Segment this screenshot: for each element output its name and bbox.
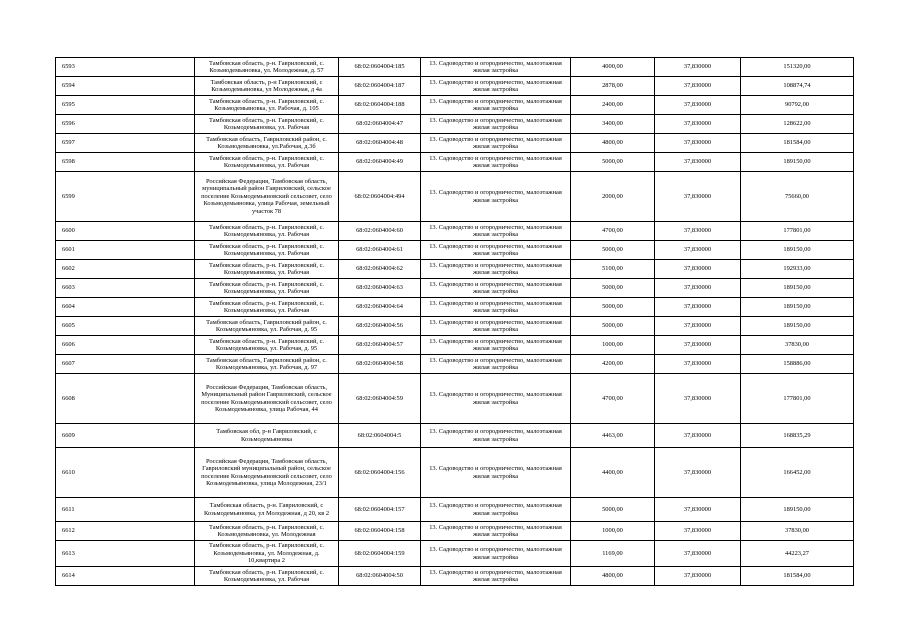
address-cell: Тамбовская область, р-н. Гавриловский, с. Козьмодемьяновка, ул. Рабочая, д. 95 xyxy=(195,336,339,355)
table-row xyxy=(56,567,854,586)
table-row xyxy=(56,374,854,424)
table-row xyxy=(56,498,854,522)
cadastral-value-cell: 189150,00 xyxy=(741,498,854,522)
row-number-cell: 6612 xyxy=(56,522,195,541)
cadastral-number-cell: 68:02:0604004:158 xyxy=(339,522,421,541)
rate-cell: 37,830000 xyxy=(655,567,741,586)
cadastral-value-cell: 181584,00 xyxy=(741,567,854,586)
address-cell: Тамбовская область, р-н. Гавриловский, с. Козьмодемьяновка, ул. Рабочая xyxy=(195,241,339,260)
rate-cell: 37,830000 xyxy=(655,58,741,77)
cadastral-value-cell: 37830,00 xyxy=(741,336,854,355)
address-cell: Тамбовская область, Гавриловский район, с. Козьмодемьяновка, ул.Рабочая, д.3б xyxy=(195,134,339,153)
cadastral-number-cell: 68:02:0604004:187 xyxy=(339,77,421,96)
rate-cell: 37,830000 xyxy=(655,134,741,153)
land-use-cell: 13. Садоводство и огородничество, малоэтажная жилая застройка xyxy=(421,172,571,222)
rate-cell: 37,830000 xyxy=(655,115,741,134)
cadastral-value-cell: 151320,00 xyxy=(741,58,854,77)
rate-cell: 37,830000 xyxy=(655,374,741,424)
land-use-cell: 13. Садоводство и огородничество, малоэтажная жилая застройка xyxy=(421,260,571,279)
address-cell: Тамбовская область, р-н. Гавриловский, с. Козьмодемьяновка, ул. Рабочая xyxy=(195,298,339,317)
land-use-cell: 13. Садоводство и огородничество, малоэтажная жилая застройка xyxy=(421,355,571,374)
cadastral-value-cell: 158886,00 xyxy=(741,355,854,374)
row-number-cell: 6611 xyxy=(56,498,195,522)
table-row xyxy=(56,298,854,317)
land-use-cell: 13. Садоводство и огородничество, малоэтажная жилая застройка xyxy=(421,298,571,317)
table-row xyxy=(56,134,854,153)
address-cell: Тамбовская область, р-н. Гавриловский, с Козьмодемьяновка, ул Молодежная, д 20, кв 2 xyxy=(195,498,339,522)
address-cell: Тамбовская область, р-н. Гавриловский, с. Козьмодемьяновка, ул. Рабочая xyxy=(195,153,339,172)
rate-cell: 37,830000 xyxy=(655,317,741,336)
cadastral-value-cell: 189150,00 xyxy=(741,241,854,260)
land-use-cell: 13. Садоводство и огородничество, малоэтажная жилая застройка xyxy=(421,58,571,77)
row-number-cell: 6608 xyxy=(56,374,195,424)
cadastral-number-cell: 68:02:0604004:57 xyxy=(339,336,421,355)
address-cell: Тамбовская область, р-н. Гавриловский, с. Козьмодемьяновка, ул. Рабочая xyxy=(195,222,339,241)
table-row xyxy=(56,260,854,279)
land-use-cell: 13. Садоводство и огородничество, малоэтажная жилая застройка xyxy=(421,115,571,134)
rate-cell: 37,830000 xyxy=(655,424,741,448)
area-cell: 1000,00 xyxy=(571,336,655,355)
land-use-cell: 13. Садоводство и огородничество, малоэтажная жилая застройка xyxy=(421,77,571,96)
cadastral-number-cell: 68:02:0604004:5 xyxy=(339,424,421,448)
address-cell: Российская Федерация, Тамбовская область, Гавриловский муниципальный район, сельское поселение Козьмодемьяновский сельсовет, село Козьмодемьяновка, улица Молодежная, 23/1 xyxy=(195,448,339,498)
address-cell: Тамбовская обл, р-н Гавриловский, с Козьмодемьяновка xyxy=(195,424,339,448)
land-use-cell: 13. Садоводство и огородничество, малоэтажная жилая застройка xyxy=(421,222,571,241)
address-cell: Тамбовская область, р-н. Гавриловский, с. Козьмодемьяновка, ул. Рабочая xyxy=(195,279,339,298)
table-row xyxy=(56,77,854,96)
area-cell: 1169,00 xyxy=(571,541,655,567)
land-use-cell: 13. Садоводство и огородничество, малоэтажная жилая застройка xyxy=(421,541,571,567)
area-cell: 2000,00 xyxy=(571,172,655,222)
area-cell: 4400,00 xyxy=(571,448,655,498)
cadastral-number-cell: 68:02:0604004:60 xyxy=(339,222,421,241)
rate-cell: 37,830000 xyxy=(655,448,741,498)
cadastral-value-cell: 108874,74 xyxy=(741,77,854,96)
cadastral-number-cell: 68:02:0604004:58 xyxy=(339,355,421,374)
land-use-cell: 13. Садоводство и огородничество, малоэтажная жилая застройка xyxy=(421,522,571,541)
address-cell: Тамбовская область, р-н. Гавриловский, с. Козьмодемьяновка, ул. Молодежная, д. 10,квартира 2 xyxy=(195,541,339,567)
cadastral-value-cell: 181584,00 xyxy=(741,134,854,153)
cadastral-value-cell: 189150,00 xyxy=(741,317,854,336)
rate-cell: 37,830000 xyxy=(655,336,741,355)
rate-cell: 37,830000 xyxy=(655,96,741,115)
land-use-cell: 13. Садоводство и огородничество, малоэтажная жилая застройка xyxy=(421,424,571,448)
row-number-cell: 6598 xyxy=(56,153,195,172)
cadastral-value-cell: 177801,00 xyxy=(741,222,854,241)
row-number-cell: 6614 xyxy=(56,567,195,586)
area-cell: 4700,00 xyxy=(571,374,655,424)
rate-cell: 37,830000 xyxy=(655,355,741,374)
rate-cell: 37,830000 xyxy=(655,498,741,522)
table-row xyxy=(56,241,854,260)
rate-cell: 37,830000 xyxy=(655,541,741,567)
area-cell: 5000,00 xyxy=(571,241,655,260)
row-number-cell: 6600 xyxy=(56,222,195,241)
address-cell: Тамбовская область, р-н. Гавриловский, с. Козьмодемьяновка, ул. Молодежная, д. 57 xyxy=(195,58,339,77)
row-number-cell: 6606 xyxy=(56,336,195,355)
row-number-cell: 6607 xyxy=(56,355,195,374)
rate-cell: 37,830000 xyxy=(655,279,741,298)
table-row xyxy=(56,355,854,374)
land-use-cell: 13. Садоводство и огородничество, малоэтажная жилая застройка xyxy=(421,241,571,260)
area-cell: 5000,00 xyxy=(571,298,655,317)
cadastral-number-cell: 68:02:0604004:64 xyxy=(339,298,421,317)
area-cell: 2878,00 xyxy=(571,77,655,96)
rate-cell: 37,830000 xyxy=(655,77,741,96)
table-row xyxy=(56,522,854,541)
rate-cell: 37,830000 xyxy=(655,241,741,260)
cadastral-number-cell: 68:02:0604004:56 xyxy=(339,317,421,336)
address-cell: Тамбовская область, р-н. Гавриловский, с. Козьмодемьяновка, ул. Молодежная xyxy=(195,522,339,541)
row-number-cell: 6610 xyxy=(56,448,195,498)
address-cell: Тамбовская область, р-н. Гавриловский, с. Козьмодемьяновка, ул. Рабочая xyxy=(195,567,339,586)
land-cadastral-table xyxy=(55,57,854,586)
table-body xyxy=(56,58,854,586)
cadastral-number-cell: 68:02:0604004:157 xyxy=(339,498,421,522)
table-row xyxy=(56,96,854,115)
area-cell: 5100,00 xyxy=(571,260,655,279)
address-cell: Российская Федерация, Тамбовская область, муниципальный район Гавриловский, сельское поселение Козьмодемьяновский сельсовет, село Козьмодемьяновка, улица Рабочая, земельный участок 78 xyxy=(195,172,339,222)
address-cell: Тамбовская область, р-н. Гавриловский, с. Козьмодемьяновка, ул. Рабочая xyxy=(195,260,339,279)
row-number-cell: 6605 xyxy=(56,317,195,336)
land-use-cell: 13. Садоводство и огородничество, малоэтажная жилая застройка xyxy=(421,498,571,522)
cadastral-number-cell: 68:02:0604004:156 xyxy=(339,448,421,498)
area-cell: 5000,00 xyxy=(571,153,655,172)
cadastral-value-cell: 128622,00 xyxy=(741,115,854,134)
table-row xyxy=(56,424,854,448)
row-number-cell: 6599 xyxy=(56,172,195,222)
address-cell: Тамбовская область, р-н Гавриловский, с Козьмодемьяновка, ул Молодежная, д 4а xyxy=(195,77,339,96)
row-number-cell: 6595 xyxy=(56,96,195,115)
table-row xyxy=(56,222,854,241)
cadastral-number-cell: 68:02:0604004:188 xyxy=(339,96,421,115)
area-cell: 2400,00 xyxy=(571,96,655,115)
table-row xyxy=(56,279,854,298)
cadastral-number-cell: 68:02:0604004:159 xyxy=(339,541,421,567)
area-cell: 5000,00 xyxy=(571,317,655,336)
land-use-cell: 13. Садоводство и огородничество, малоэтажная жилая застройка xyxy=(421,317,571,336)
cadastral-number-cell: 68:02:0604004:47 xyxy=(339,115,421,134)
cadastral-number-cell: 68:02:0604004:61 xyxy=(339,241,421,260)
row-number-cell: 6609 xyxy=(56,424,195,448)
table-row xyxy=(56,317,854,336)
table-row xyxy=(56,448,854,498)
row-number-cell: 6603 xyxy=(56,279,195,298)
cadastral-value-cell: 168835,29 xyxy=(741,424,854,448)
cadastral-number-cell: 68:02:0604004:59 xyxy=(339,374,421,424)
row-number-cell: 6594 xyxy=(56,77,195,96)
table-row xyxy=(56,336,854,355)
land-use-cell: 13. Садоводство и огородничество, малоэтажная жилая застройка xyxy=(421,448,571,498)
row-number-cell: 6604 xyxy=(56,298,195,317)
cadastral-value-cell: 90792,00 xyxy=(741,96,854,115)
cadastral-value-cell: 166452,00 xyxy=(741,448,854,498)
row-number-cell: 6602 xyxy=(56,260,195,279)
cadastral-number-cell: 68:02:0604004:49 xyxy=(339,153,421,172)
address-cell: Тамбовская область, Гавриловский район, с. Козьмодемьяновка, ул. Рабочая, д. 97 xyxy=(195,355,339,374)
cadastral-value-cell: 75660,00 xyxy=(741,172,854,222)
land-use-cell: 13. Садоводство и огородничество, малоэтажная жилая застройка xyxy=(421,567,571,586)
table-row xyxy=(56,541,854,567)
cadastral-value-cell: 189150,00 xyxy=(741,298,854,317)
row-number-cell: 6593 xyxy=(56,58,195,77)
cadastral-value-cell: 44223,27 xyxy=(741,541,854,567)
cadastral-value-cell: 177801,00 xyxy=(741,374,854,424)
table-row xyxy=(56,153,854,172)
area-cell: 4463,00 xyxy=(571,424,655,448)
area-cell: 4800,00 xyxy=(571,134,655,153)
cadastral-number-cell: 68:02:0604004:62 xyxy=(339,260,421,279)
cadastral-number-cell: 68:02:0604004:48 xyxy=(339,134,421,153)
address-cell: Тамбовская область, Гавриловский район, с. Козьмодемьяновка, ул. Рабочая, д. 95 xyxy=(195,317,339,336)
cadastral-value-cell: 189150,00 xyxy=(741,279,854,298)
land-use-cell: 13. Садоводство и огородничество, малоэтажная жилая застройка xyxy=(421,336,571,355)
address-cell: Российская Федерация, Тамбовская область, Муниципальный район Гавриловский, сельское поселение Козьмодемьяновский сельсовет, село Козьмодемьяновка, улица Рабочая, 44 xyxy=(195,374,339,424)
area-cell: 4700,00 xyxy=(571,222,655,241)
area-cell: 5000,00 xyxy=(571,279,655,298)
land-use-cell: 13. Садоводство и огородничество, малоэтажная жилая застройка xyxy=(421,96,571,115)
rate-cell: 37,830000 xyxy=(655,172,741,222)
area-cell: 4800,00 xyxy=(571,567,655,586)
row-number-cell: 6613 xyxy=(56,541,195,567)
cadastral-value-cell: 189150,00 xyxy=(741,153,854,172)
land-use-cell: 13. Садоводство и огородничество, малоэтажная жилая застройка xyxy=(421,279,571,298)
table-row xyxy=(56,172,854,222)
cadastral-number-cell: 68:02:0604004:50 xyxy=(339,567,421,586)
land-use-cell: 13. Садоводство и огородничество, малоэтажная жилая застройка xyxy=(421,374,571,424)
area-cell: 3400,00 xyxy=(571,115,655,134)
address-cell: Тамбовская область, р-н. Гавриловский, с. Козьмодемьяновка, ул. Рабочая, д. 105 xyxy=(195,96,339,115)
land-use-cell: 13. Садоводство и огородничество, малоэтажная жилая застройка xyxy=(421,153,571,172)
rate-cell: 37,830000 xyxy=(655,298,741,317)
row-number-cell: 6597 xyxy=(56,134,195,153)
cadastral-number-cell: 68:02:0604004:185 xyxy=(339,58,421,77)
land-use-cell: 13. Садоводство и огородничество, малоэтажная жилая застройка xyxy=(421,134,571,153)
cadastral-number-cell: 68:02:0604004:494 xyxy=(339,172,421,222)
address-cell: Тамбовская область, р-н. Гавриловский, с. Козьмодемьяновка, ул. Рабочая xyxy=(195,115,339,134)
rate-cell: 37,830000 xyxy=(655,222,741,241)
table-row xyxy=(56,115,854,134)
area-cell: 5000,00 xyxy=(571,498,655,522)
cadastral-value-cell: 192933,00 xyxy=(741,260,854,279)
cadastral-value-cell: 37830,00 xyxy=(741,522,854,541)
rate-cell: 37,830000 xyxy=(655,522,741,541)
rate-cell: 37,830000 xyxy=(655,260,741,279)
row-number-cell: 6601 xyxy=(56,241,195,260)
area-cell: 1000,00 xyxy=(571,522,655,541)
area-cell: 4200,00 xyxy=(571,355,655,374)
table-row xyxy=(56,58,854,77)
rate-cell: 37,830000 xyxy=(655,153,741,172)
area-cell: 4000,00 xyxy=(571,58,655,77)
cadastral-number-cell: 68:02:0604004:63 xyxy=(339,279,421,298)
row-number-cell: 6596 xyxy=(56,115,195,134)
